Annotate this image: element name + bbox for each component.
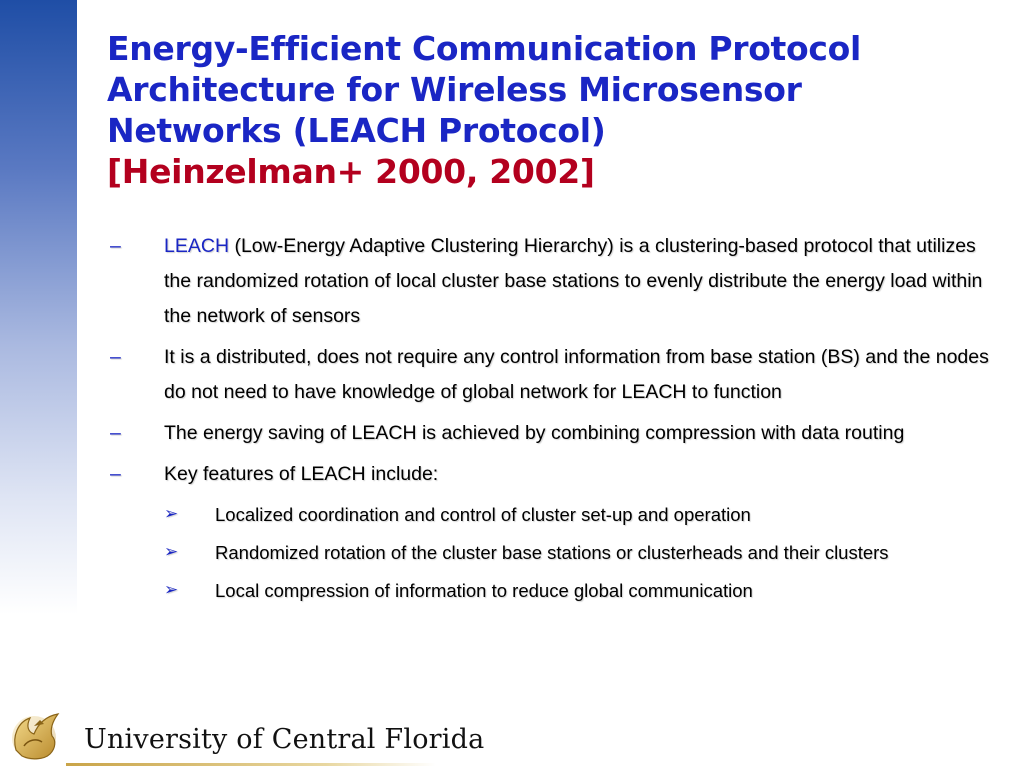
bullet-text: Key features of LEACH include: <box>164 463 439 485</box>
bullet-text: The energy saving of LEACH is achieved by combining compression with data routing <box>164 422 905 444</box>
dash-marker: – <box>110 422 121 444</box>
bullet-text: It is a distributed, does not require any control information from base station (BS) and the nodes do not need to have knowledge of global network for LEACH to function <box>164 346 989 403</box>
dash-marker: – <box>110 463 121 485</box>
slide-body <box>110 229 990 612</box>
sub-bullet-randomized <box>110 536 990 569</box>
university-name: University of Central Florida <box>84 724 485 755</box>
sub-bullet-text: Localized coordination and control of cluster set-up and operation <box>215 504 751 525</box>
arrow-marker-icon: ➢ <box>164 504 179 524</box>
dash-marker: – <box>110 235 121 257</box>
dash-marker: – <box>110 346 121 368</box>
pegasus-logo-icon <box>4 706 66 764</box>
bullet-energy-saving <box>110 416 990 451</box>
bullet-key-features <box>110 457 990 492</box>
sub-bullet-text: Local compression of information to reduce global communication <box>215 580 753 601</box>
arrow-marker-icon: ➢ <box>164 580 179 600</box>
leach-highlight: LEACH <box>164 235 230 257</box>
title-citation: [Heinzelman+ 2000, 2002] <box>107 152 595 191</box>
bullet-text: (Low-Energy Adaptive Clustering Hierarchy) is a clustering-based protocol that utilizes the randomized rotation of local cluster base stations to evenly distribute the energy load within the network of sensors <box>164 235 983 327</box>
arrow-marker-icon: ➢ <box>164 542 179 562</box>
bullet-distributed <box>110 340 990 410</box>
title-line-2: Architecture for Wireless Microsensor <box>107 70 802 109</box>
title-line-3: Networks (LEACH Protocol) <box>107 111 606 150</box>
title-line-1: Energy-Efficient Communication Protocol <box>107 29 862 68</box>
side-gradient-bar <box>0 0 77 768</box>
sub-bullet-compression <box>110 574 990 607</box>
bullet-leach-definition <box>110 229 990 334</box>
slide-title <box>107 28 987 192</box>
sub-bullet-text: Randomized rotation of the cluster base stations or clusterheads and their clusters <box>215 542 889 563</box>
footer-gold-rule <box>66 763 436 766</box>
sub-bullet-localized <box>110 498 990 531</box>
